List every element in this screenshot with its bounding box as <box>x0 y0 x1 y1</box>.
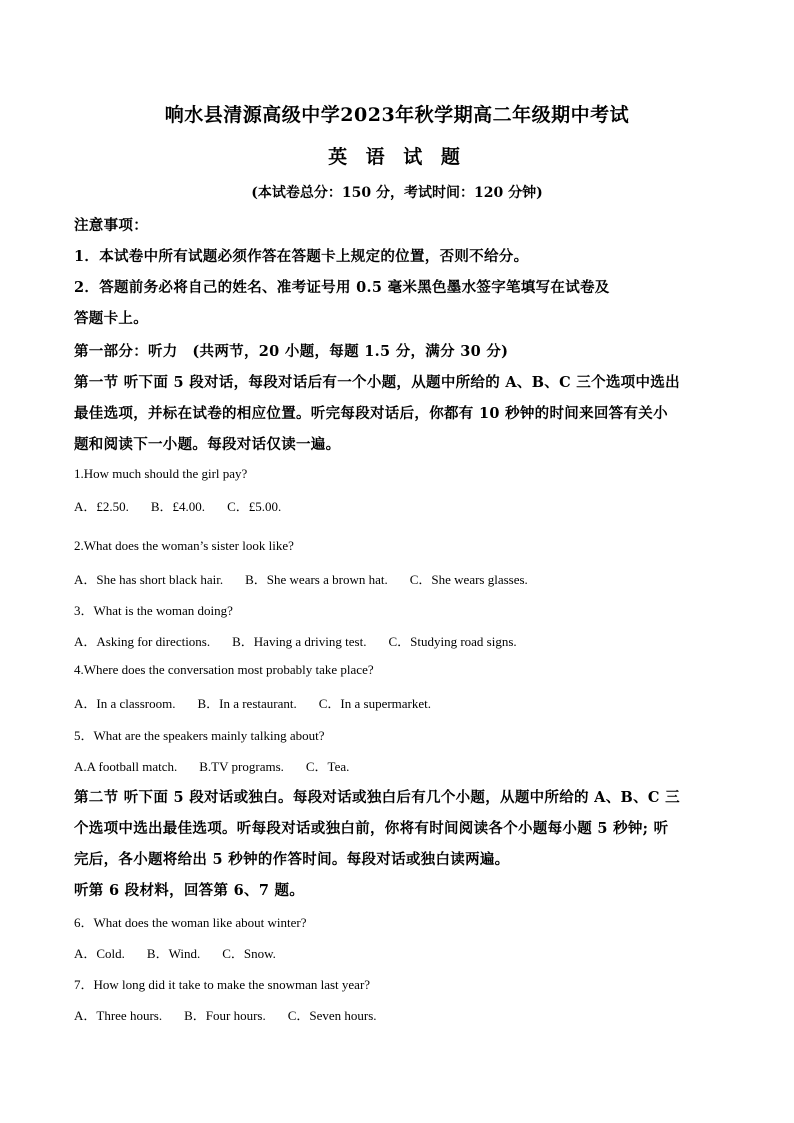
option-a: A．Cold. <box>74 946 125 961</box>
notes-item-1: 1．本试卷中所有试题必须作答在答题卡上规定的位置，否则不给分。 <box>74 248 529 265</box>
question-3-stem: 3．What is the woman doing? <box>74 603 233 618</box>
option-a: A．£2.50. <box>74 499 129 514</box>
option-b: B．She wears a brown hat. <box>245 572 388 587</box>
exam-subject: 英 语 试 题 <box>328 146 466 168</box>
section1-instr-line2: 最佳选项，并标在试卷的相应位置。听完每段对话后，你都有 10 秒钟的时间来回答有关小 <box>74 405 668 422</box>
question-3-options <box>74 631 539 650</box>
notes-item-2-cont: 答题卡上。 <box>74 310 148 327</box>
part1-heading: 第一部分：听力 (共两节，20 小题，每题 1.5 分，满分 30 分) <box>74 343 509 360</box>
option-c: C．In a supermarket. <box>318 696 432 711</box>
option-c: C．Seven hours. <box>287 1008 377 1023</box>
question-2-stem: 2.What does the woman’s sister look like? <box>74 538 294 553</box>
option-a: A．Asking for directions. <box>74 634 211 649</box>
exam-meta: (本试卷总分：150 分，考试时间：120 分钟) <box>251 185 543 201</box>
option-a: A.A football match. <box>74 759 178 774</box>
section1-instr-line1: 第一节 听下面 5 段对话，每段对话后有一个小题，从题中所给的 A、B、C 三个选项中选出 <box>74 374 680 391</box>
material-6-instr: 听第 6 段材料，回答第 6、7 题。 <box>74 882 305 899</box>
option-c: C．Snow. <box>222 946 276 961</box>
option-c: C．Tea. <box>305 759 350 774</box>
question-2-options <box>74 569 550 588</box>
section2-instr-line1: 第二节 听下面 5 段对话或独白。每段对话或独白后有几个小题，从题中所给的 A、B、C 三 <box>74 789 680 806</box>
option-c: C．£5.00. <box>227 499 282 514</box>
option-b: B.TV programs. <box>199 759 284 774</box>
option-a: A．Three hours. <box>74 1008 163 1023</box>
option-a: A．She has short black hair. <box>74 572 224 587</box>
question-5-stem: 5．What are the speakers mainly talking about? <box>74 728 325 743</box>
question-7-stem: 7．How long did it take to make the snowman last year? <box>74 977 371 992</box>
notes-heading: 注意事项： <box>74 217 148 234</box>
question-7-options <box>74 1005 399 1024</box>
option-c: C．She wears glasses. <box>409 572 528 587</box>
option-b: B．Wind. <box>146 946 201 961</box>
section2-instr-line3: 完后，各小题将给出 5 秒钟的作答时间。每段对话或独白读两遍。 <box>74 851 510 868</box>
question-6-options <box>74 943 298 962</box>
option-b: B．Having a driving test. <box>232 634 367 649</box>
question-5-options <box>74 756 371 775</box>
option-b: B．Four hours. <box>184 1008 266 1023</box>
exam-title: 响水县清源高级中学2023年秋学期高二年级期中考试 <box>164 104 630 126</box>
option-a: A．In a classroom. <box>74 696 176 711</box>
section2-instr-line2: 个选项中选出最佳选项。听每段对话或独白前，你将有时间阅读各个小题每小题 5 秒钟; 听 <box>74 820 669 837</box>
question-4-options <box>74 693 453 712</box>
option-b: B．£4.00. <box>150 499 206 514</box>
section1-instr-line3: 题和阅读下一小题。每段对话仅读一遍。 <box>74 436 341 453</box>
question-4-stem: 4.Where does the conversation most probably take place? <box>74 662 374 677</box>
option-c: C．Studying road signs. <box>388 634 517 649</box>
question-1-options <box>74 496 303 515</box>
question-1-stem: 1.How much should the girl pay? <box>74 466 248 481</box>
option-b: B．In a restaurant. <box>197 696 297 711</box>
notes-item-2: 2．答题前务必将自己的姓名、准考证号用 0.5 毫米黑色墨水签字笔填写在试卷及 <box>74 279 610 296</box>
question-6-stem: 6．What does the woman like about winter? <box>74 915 307 930</box>
